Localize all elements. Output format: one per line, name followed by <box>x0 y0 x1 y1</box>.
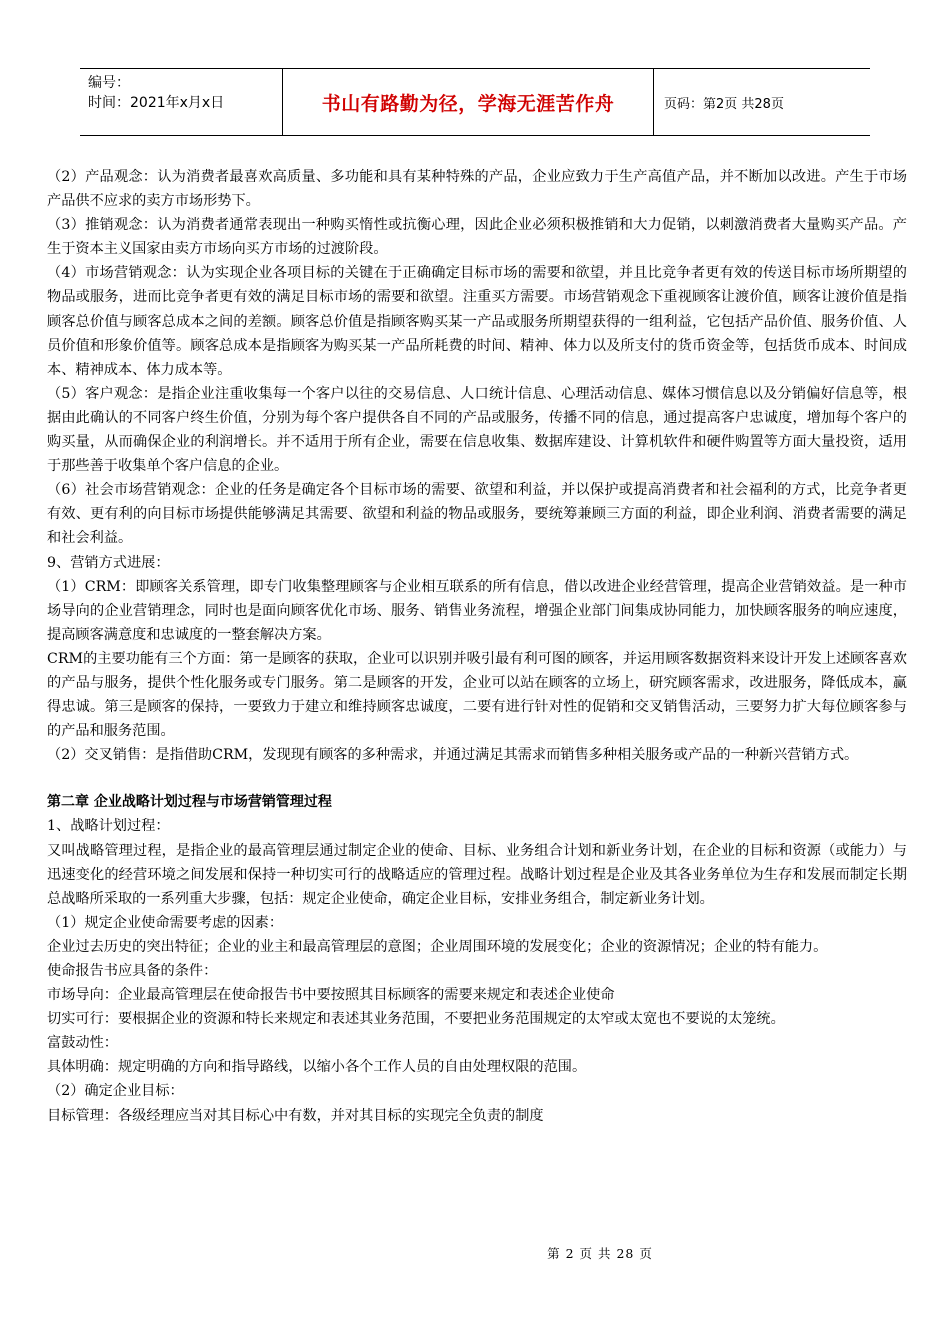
header-meta <box>80 69 282 135</box>
section-heading: 1、战略计划过程： <box>47 818 170 835</box>
document-time: 时间：2021年x月x日 <box>88 95 225 111</box>
header-page-info: 页码：第2页 共28页 <box>664 96 784 112</box>
paragraph: （1）CRM：即顾客关系管理，即专门收集整理顾客与企业相互联系的所有信息，借以改进企业经营管理，提高企业营销效益。是一种市场导向的企业营销理念，同时也是面向顾客优化市场、服务、销售业务流程，增强企业部门间集成协同能力，加快顾客服务的响应速度，提高顾客满意度和忠诚度的一整套解决方案。 <box>47 578 907 643</box>
page-number: 第 2 页 共 28 页 <box>547 1246 653 1261</box>
page-header <box>80 68 870 136</box>
paragraph: （2）交叉销售：是指借助CRM，发现现有顾客的多种需求，并通过满足其需求而销售多种相关服务或产品的一种新兴营销方式。 <box>47 747 859 764</box>
paragraph: 使命报告书应具备的条件： <box>47 963 218 979</box>
paragraph: （5）客户观念：是指企业注重收集每一个客户以往的交易信息、人口统计信息、心理活动信息、媒体习惯信息以及分销偏好信息等，根据由此确认的不同客户终生价值，分别为每个客户提供各自不同的产品或服务，传播不同的信息，通过提高客户忠诚度，增加每个客户的购买量，从而确保企业的利润增长。并不适用于所有企业，需要在信息收集、数据库建设、计算机软件和硬件购置等方面大量投资，适用于那些善于收集单个客户信息的企业。 <box>47 385 907 475</box>
paragraph: 具体明确：规定明确的方向和指导路线，以缩小各个工作人员的自由处理权限的范围。 <box>47 1059 587 1076</box>
paragraph: （3）推销观念：认为消费者通常表现出一种购买惰性或抗衡心理，因此企业必须积极推销和大力促销，以刺激消费者大量购买产品。产生于资本主义国家由卖方市场向买方市场的过渡阶段。 <box>47 217 907 258</box>
paragraph: 富鼓动性： <box>47 1035 118 1052</box>
chapter-title: 第二章 企业战略计划过程与市场营销管理过程 <box>47 794 332 811</box>
paragraph: （2）产品观念：认为消费者最喜欢高质量、多功能和具有某种特殊的产品，企业应致力于生产高值产品，并不断加以改进。产生于市场产品供不应求的卖方市场形势下。 <box>47 169 907 210</box>
paragraph: 又叫战略管理过程，是指企业的最高管理层通过制定企业的使命、目标、业务组合计划和新业务计划，在企业的目标和资源（或能力）与迅速变化的经营环境之间发展和保持一种切实可行的战略适应的管理过程。战略计划过程是企业及其各业务单位为生存和发展而制定长期总战略所采取的一系列重大步骤，包括：规定企业使命，确定企业目标，安排业务组合，制定新业务计划。 <box>47 842 907 907</box>
paragraph: （1）规定企业使命需要考虑的因素： <box>47 914 284 931</box>
header-motto: 书山有路勤为径，学海无涯苦作舟 <box>282 69 654 135</box>
paragraph: 目标管理：各级经理应当对其目标心中有数，并对其目标的实现完全负责的制度 <box>47 1107 544 1124</box>
paragraph: 市场导向：企业最高管理层在使命报告书中要按照其目标顾客的需要来规定和表述企业使命 <box>47 987 615 1004</box>
paragraph: 切实可行：要根据企业的资源和特长来规定和表述其业务范围，不要把业务范围规定的太窄或太宽也不要说的太笼统。 <box>47 1011 785 1028</box>
paragraph: 企业过去历史的突出特征；企业的业主和最高管理层的意图；企业周围环境的发展变化；企业的资源情况；企业的特有能力。 <box>47 938 828 955</box>
document-body <box>47 165 907 1128</box>
spacer <box>47 767 907 790</box>
document-number: 编号： <box>88 75 130 91</box>
paragraph: （6）社会市场营销观念：企业的任务是确定各个目标市场的需要、欲望和利益，并以保护或提高消费者和社会福利的方式，比竞争者更有效、更有利的向目标市场提供能够满足其需要、欲望和利益的物品或服务，要统筹兼顾三方面的利益，即企业利润、消费者需要的满足和社会利益。 <box>47 482 907 547</box>
page-footer <box>0 1244 950 1262</box>
paragraph: CRM的主要功能有三个方面：第一是顾客的获取，企业可以识别并吸引最有利可图的顾客，并运用顾客数据资料来设计开发上述顾客喜欢的产品与服务，提供个性化服务或专门服务。第二是顾客的开发，企业可以站在顾客的立场上，研究顾客需求，改进服务，降低成本，赢得忠诚。第三是顾客的保持，一要致力于建立和维持顾客忠诚度，二要有进行针对性的促销和交叉销售活动，三要努力扩大每位顾客参与的产品和服务范围。 <box>47 650 907 740</box>
section-heading: 9、营销方式进展： <box>47 554 170 571</box>
paragraph: （4）市场营销观念：认为实现企业各项目标的关键在于正确确定目标市场的需要和欲望，并且比竞争者更有效的传送目标市场所期望的物品或服务，进而比竞争者更有效的满足目标市场的需要和欲望。注重买方需要。市场营销观念下重视顾客让渡价值，顾客让渡价值是指顾客总价值与顾客总成本之间的差额。顾客总价值是指顾客购买某一产品或服务所期望获得的一组利益，它包括产品价值、服务价值、人员价值和形象价值等。顾客总成本是指顾客为购买某一产品所耗费的时间、精神、体力以及所支付的货币资金等，包括货币成本、时间成本、精神成本、体力成本等。 <box>47 265 907 378</box>
paragraph: （2）确定企业目标： <box>47 1083 184 1100</box>
